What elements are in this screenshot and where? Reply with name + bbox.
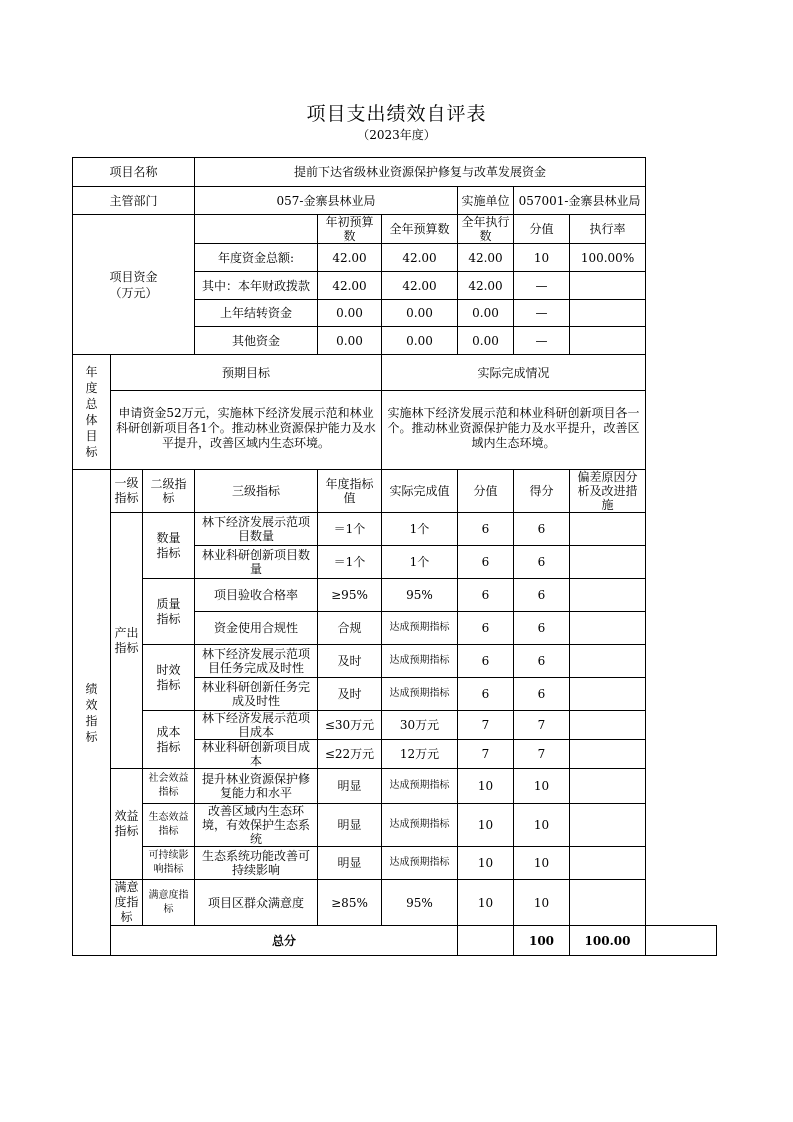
funds-row-executed: 42.00 (458, 272, 514, 300)
indicator-target: 明显 (318, 804, 382, 847)
indicator-actual: 达成预期指标 (382, 804, 458, 847)
indicator-name: 林业科研创新项目成本 (195, 740, 318, 769)
indicator-row (73, 769, 717, 804)
indicator-actual: 95% (382, 880, 458, 926)
funds-row-annual: 42.00 (382, 244, 458, 272)
indicator-target: ＝1个 (318, 513, 382, 546)
indicator-row (73, 847, 717, 880)
indicator-score: 10 (514, 769, 570, 804)
funds-header-0: 年初预算数 (318, 215, 382, 244)
goals-expected: 申请资金52万元，实施林下经济发展示范和林业科研创新项目各1个。推动林业资源保护能力及水平提升，改善区域内生态环境。 (111, 391, 382, 470)
funds-row-annual: 0.00 (382, 300, 458, 327)
dept-value: 057-金寨县林业局 (195, 187, 458, 215)
indicators-header-row (73, 470, 717, 513)
indicator-score-value: 6 (458, 612, 514, 645)
eco-label: 生态效益指标 (143, 804, 195, 847)
total-label: 总分 (111, 926, 458, 956)
indicator-name: 提升林业资源保护修复能力和水平 (195, 769, 318, 804)
indicator-actual: 达成预期指标 (382, 769, 458, 804)
indicator-target: ≤22万元 (318, 740, 382, 769)
funds-row-initial: 42.00 (318, 244, 382, 272)
social-label: 社会效益指标 (143, 769, 195, 804)
indicator-remark (570, 740, 646, 769)
indicator-score: 6 (514, 612, 570, 645)
dept-label: 主管部门 (73, 187, 195, 215)
funds-row-score-value: — (514, 300, 570, 327)
indicator-score: 6 (514, 645, 570, 678)
indicator-score-value: 7 (458, 711, 514, 740)
output-label-text: 产出指标 (114, 625, 139, 655)
funds-header-2: 全年执行数 (458, 215, 514, 244)
funds-header-4: 执行率 (570, 215, 646, 244)
project-name-row (73, 158, 717, 187)
funds-row-label: 年度资金总额: (195, 244, 318, 272)
indicator-score: 6 (514, 678, 570, 711)
indicator-name: 生态系统功能改善可持续影响 (195, 847, 318, 880)
indicator-actual: 12万元 (382, 740, 458, 769)
funds-row-initial: 42.00 (318, 272, 382, 300)
sustain-label: 可持续影响指标 (143, 847, 195, 880)
indicator-target: ＝1个 (318, 546, 382, 579)
indicator-score-value: 10 (458, 880, 514, 926)
indicator-name: 林下经济发展示范项目数量 (195, 513, 318, 546)
time-label-text: 时效指标 (156, 662, 181, 692)
header-score-value: 分值 (458, 470, 514, 513)
indicator-score: 10 (514, 847, 570, 880)
performance-table (72, 157, 717, 956)
indicator-remark (570, 645, 646, 678)
quantity-label-text: 数量指标 (156, 530, 181, 560)
project-name-value: 提前下达省级林业资源保护修复与改革发展资金 (195, 158, 646, 187)
indicator-score-value: 6 (458, 645, 514, 678)
funds-row-annual: 42.00 (382, 272, 458, 300)
page-title: 项目支出绩效自评表 (306, 103, 487, 125)
indicator-score: 10 (514, 804, 570, 847)
indicator-row (73, 880, 717, 926)
satisfaction-label (111, 880, 143, 926)
indicator-target: ≥95% (318, 579, 382, 612)
indicator-row (73, 645, 717, 678)
funds-row-label: 其中：本年财政拨款 (195, 272, 318, 300)
indicator-score-value: 6 (458, 546, 514, 579)
indicator-name: 项目区群众满意度 (195, 880, 318, 926)
cost-label (143, 711, 195, 769)
indicator-name: 资金使用合规性 (195, 612, 318, 645)
indicator-remark (570, 579, 646, 612)
indicator-name: 林下经济发展示范项目任务完成及时性 (195, 645, 318, 678)
header-level1 (111, 470, 143, 513)
page-subtitle: （2023年度） (357, 128, 436, 142)
indicator-row (73, 579, 717, 612)
funds-row-score-value: — (514, 327, 570, 355)
indicator-name: 改善区域内生态环境，有效保护生态系统 (195, 804, 318, 847)
indicators-label (73, 470, 111, 956)
goals-expected-label: 预期目标 (111, 355, 382, 391)
indicator-score: 7 (514, 740, 570, 769)
project-name-label: 项目名称 (73, 158, 195, 187)
header-level1-text: 一级指标 (114, 476, 139, 505)
funds-label (73, 215, 195, 355)
time-label (143, 645, 195, 711)
indicator-remark (570, 769, 646, 804)
indicator-row (73, 804, 717, 847)
total-blank (458, 926, 514, 956)
funds-row-rate (570, 244, 646, 272)
indicator-score: 6 (514, 579, 570, 612)
funds-header-3: 分值 (514, 215, 570, 244)
indicator-actual: 95% (382, 579, 458, 612)
indicator-target: 明显 (318, 847, 382, 880)
indicator-score-value: 6 (458, 678, 514, 711)
effect-label-text: 效益指标 (114, 809, 139, 838)
funds-row-score-value: — (514, 272, 570, 300)
indicator-actual: 达成预期指标 (382, 612, 458, 645)
impl-value: 057001-金寨县林业局 (514, 187, 646, 215)
header-remark: 偏差原因分析及改进措施 (570, 470, 646, 513)
funds-row-initial: 0.00 (318, 300, 382, 327)
funds-header-1: 全年预算数 (382, 215, 458, 244)
indicator-score-value: 10 (458, 769, 514, 804)
indicator-actual: 30万元 (382, 711, 458, 740)
total-score: 100.00 (570, 926, 646, 956)
funds-header-row (73, 215, 717, 244)
indicator-score: 6 (514, 513, 570, 546)
indicator-score-value: 10 (458, 847, 514, 880)
indicator-name: 林业科研创新项目数量 (195, 546, 318, 579)
goals-label (73, 355, 111, 470)
indicator-actual: 达成预期指标 (382, 678, 458, 711)
indicator-name: 林业科研创新任务完成及时性 (195, 678, 318, 711)
indicator-score-value: 6 (458, 579, 514, 612)
header-level2: 二级指标 (143, 470, 195, 513)
dept-row (73, 187, 717, 215)
goals-actual-label: 实际完成情况 (382, 355, 646, 391)
funds-header-blank (195, 215, 318, 244)
indicators-label-text: 绩效指标 (85, 681, 98, 744)
indicator-target: 及时 (318, 645, 382, 678)
funds-row-label: 上年结转资金 (195, 300, 318, 327)
indicator-remark (570, 678, 646, 711)
funds-row-executed: 42.00 (458, 244, 514, 272)
goals-content-row (73, 391, 717, 470)
funds-row-executed: 0.00 (458, 327, 514, 355)
funds-row-rate (570, 327, 646, 355)
indicator-row (73, 513, 717, 546)
header-actual: 实际完成值 (382, 470, 458, 513)
total-score-value: 100 (514, 926, 570, 956)
indicator-name: 林下经济发展示范项目成本 (195, 711, 318, 740)
indicator-remark (570, 880, 646, 926)
indicator-remark (570, 847, 646, 880)
quality-label (143, 579, 195, 645)
indicator-name: 项目验收合格率 (195, 579, 318, 612)
indicator-score-value: 7 (458, 740, 514, 769)
impl-label: 实施单位 (458, 187, 514, 215)
satis2-label: 满意度指标 (143, 880, 195, 926)
indicator-actual: 1个 (382, 513, 458, 546)
indicator-remark (570, 612, 646, 645)
funds-row-score-value: 10 (514, 244, 570, 272)
total-remark (646, 926, 717, 956)
funds-row-rate (570, 272, 646, 300)
indicator-target: 合规 (318, 612, 382, 645)
goals-label-text: 年度总体目标 (85, 365, 98, 459)
indicator-remark (570, 804, 646, 847)
quality-label-text: 质量指标 (156, 596, 181, 626)
header-target: 年度指标值 (318, 470, 382, 513)
indicator-target: ≤30万元 (318, 711, 382, 740)
indicator-score-value: 6 (458, 513, 514, 546)
total-row (73, 926, 717, 956)
indicator-target: ≥85% (318, 880, 382, 926)
funds-row-rate (570, 300, 646, 327)
funds-row-annual: 0.00 (382, 327, 458, 355)
indicator-actual: 1个 (382, 546, 458, 579)
indicator-actual: 达成预期指标 (382, 645, 458, 678)
indicator-remark (570, 513, 646, 546)
quantity-label (143, 513, 195, 579)
funds-row-initial: 0.00 (318, 327, 382, 355)
header-level3: 三级指标 (195, 470, 318, 513)
indicator-target: 及时 (318, 678, 382, 711)
funds-row-rate-text: 100.00% (580, 250, 635, 265)
indicator-actual: 达成预期指标 (382, 847, 458, 880)
funds-row-executed: 0.00 (458, 300, 514, 327)
cost-label-text: 成本指标 (156, 724, 181, 754)
funds-label-text: 项目资金（万元） (109, 269, 158, 300)
satisfaction-label-text: 满意度指标 (114, 880, 139, 924)
indicator-score-value: 10 (458, 804, 514, 847)
indicator-score: 6 (514, 546, 570, 579)
goals-actual: 实施林下经济发展示范和林业科研创新项目各一个。推动林业资源保护能力及水平提升，改善区域内生态环境。 (382, 391, 646, 470)
indicator-row (73, 711, 717, 740)
effect-label (111, 769, 143, 880)
output-label (111, 513, 143, 769)
goals-header-row (73, 355, 717, 391)
indicator-remark (570, 546, 646, 579)
indicator-target: 明显 (318, 769, 382, 804)
funds-row-label: 其他资金 (195, 327, 318, 355)
header-score: 得分 (514, 470, 570, 513)
indicator-remark (570, 711, 646, 740)
indicator-score: 7 (514, 711, 570, 740)
indicator-score: 10 (514, 880, 570, 926)
